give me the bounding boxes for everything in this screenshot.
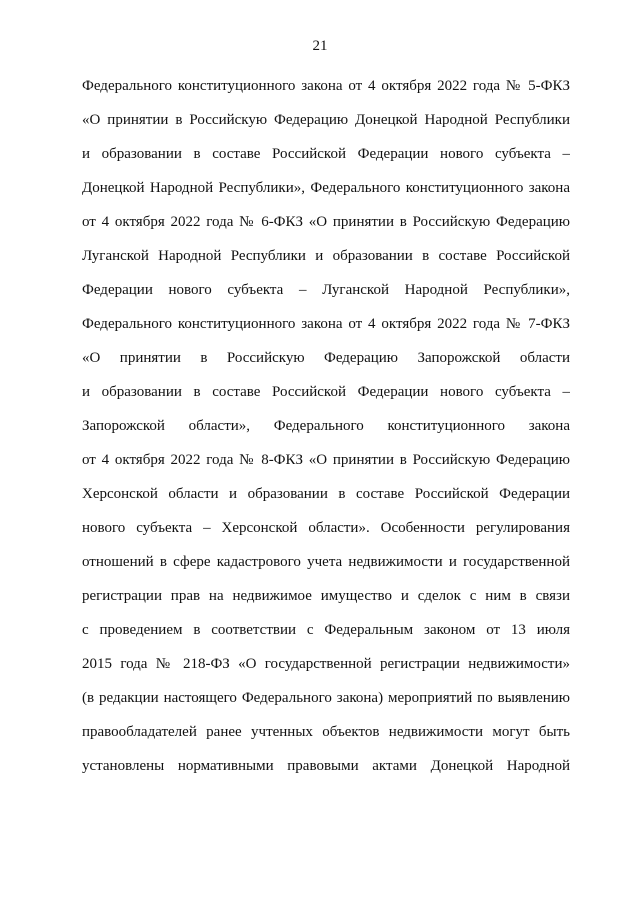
- text-line-21: установлены нормативными правовыми актами Донецкой Народной: [82, 758, 570, 774]
- text-line-1: Федерального конституционного закона от 4 октября 2022 года № 5-ФКЗ: [82, 78, 570, 94]
- text-line-9: «О принятии в Российскую Федерацию Запорожской области: [82, 350, 570, 366]
- body-text: [82, 73, 570, 787]
- text-line-3: и образовании в составе Российской Федерации нового субъекта –: [82, 146, 570, 162]
- text-line-12: от 4 октября 2022 года № 8-ФКЗ «О принятии в Российскую Федерацию: [82, 452, 570, 468]
- text-line-15: отношений в сфере кадастрового учета недвижимости и государственной: [82, 554, 570, 570]
- text-line-6: Луганской Народной Республики и образовании в составе Российской: [82, 248, 570, 264]
- text-line-10: и образовании в составе Российской Федерации нового субъекта –: [82, 384, 570, 400]
- text-line-4: Донецкой Народной Республики», Федерального конституционного закона: [82, 180, 570, 196]
- text-line-11: Запорожской области», Федерального конституционного закона: [82, 418, 570, 434]
- text-line-8: Федерального конституционного закона от 4 октября 2022 года № 7-ФКЗ: [82, 316, 570, 332]
- text-line-2: «О принятии в Российскую Федерацию Донецкой Народной Республики: [82, 112, 570, 128]
- text-line-19: (в редакции настоящего Федерального закона) мероприятий по выявлению: [82, 690, 570, 706]
- text-line-5: от 4 октября 2022 года № 6-ФКЗ «О принятии в Российскую Федерацию: [82, 214, 570, 230]
- page-number: 21: [312, 38, 328, 54]
- text-line-18: 2015 года № 218-ФЗ «О государственной регистрации недвижимости»: [82, 656, 570, 672]
- text-line-7: Федерации нового субъекта – Луганской Народной Республики»,: [82, 282, 570, 298]
- text-line-14: нового субъекта – Херсонской области». Особенности регулирования: [82, 520, 570, 536]
- text-line-13: Херсонской области и образовании в составе Российской Федерации: [82, 486, 570, 502]
- text-line-16: регистрации прав на недвижимое имущество и сделок с ним в связи: [82, 588, 570, 604]
- text-line-20: правообладателей ранее учтенных объектов недвижимости могут быть: [82, 724, 570, 740]
- text-line-17: с проведением в соответствии с Федеральным законом от 13 июля: [82, 622, 570, 638]
